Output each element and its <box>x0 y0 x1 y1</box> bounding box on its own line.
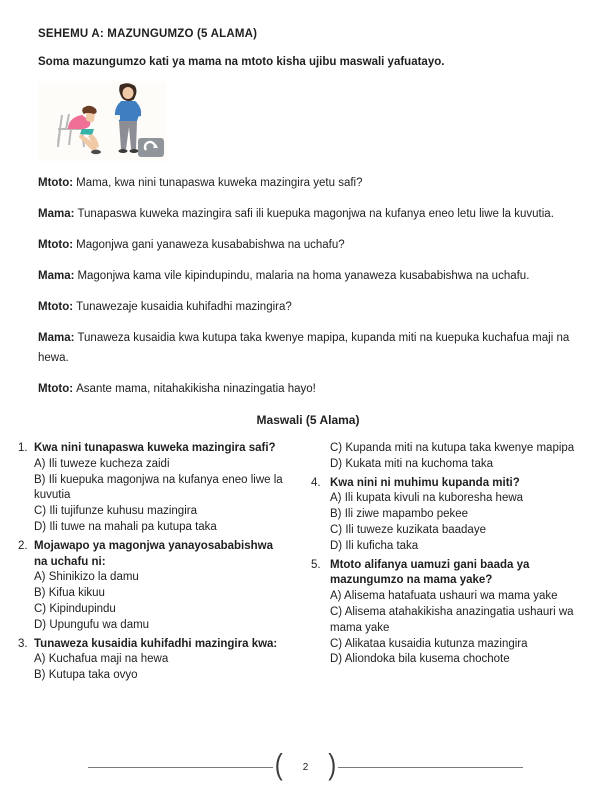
option-b: B) Ili kuepuka magonjwa na kufanya eneo liwe la kuvutia <box>34 473 283 502</box>
section-title: SEHEMU A: MAZUNGUMZO (5 ALAMA) <box>38 28 258 40</box>
footer-right-brace: ) <box>328 747 337 782</box>
question-number: 1. <box>18 442 28 454</box>
question-text: Mtoto alifanya uamuzi gani baada ya mazungumzo na mama yake? <box>330 558 530 587</box>
dialogue-text: Tunaweza kusaidia kwa kutupa taka kwenye mapipa, kupanda miti na kuepuka kuchafua maji na hewa. <box>38 332 570 364</box>
option-d: D) Upungufu wa damu <box>34 618 150 631</box>
question-1 <box>17 441 300 536</box>
questions-column-right <box>308 441 580 687</box>
questions-heading: Maswali (5 Alama) <box>256 413 360 427</box>
option-c: C) Ili tuweze kuzikata baadaye <box>330 523 486 536</box>
question-number-spacer <box>308 441 330 473</box>
question-5 <box>308 558 580 669</box>
dialogue-line <box>38 328 575 368</box>
page-content <box>18 28 578 687</box>
speaker-label: Mtoto: <box>38 239 74 251</box>
page-footer <box>88 747 523 782</box>
question-3-continued <box>308 441 580 473</box>
option-b: B) Kifua kikuu <box>34 587 105 600</box>
dialogue-section <box>38 173 578 399</box>
speaker-label: Mtoto: <box>38 177 74 189</box>
dialogue-line <box>38 297 575 317</box>
question-text: Kwa nini ni muhimu kupanda miti? <box>330 476 520 489</box>
option-a: A) Ili tuweze kucheza zaidi <box>34 457 170 470</box>
mother-and-child-illustration <box>38 81 167 161</box>
dialogue-line <box>38 204 575 224</box>
option-c: C) Kipindupindu <box>34 602 116 615</box>
speaker-label: Mama: <box>38 208 75 220</box>
question-number: 5. <box>311 558 321 571</box>
dialogue-text: Magonjwa gani yanaweza kusababishwa na uchafu? <box>76 239 345 251</box>
option-a: A) Ili kupata kivuli na kuboresha hewa <box>330 492 524 505</box>
page-number: 2 <box>302 761 309 773</box>
question-text: Kwa nini tunapaswa kuweka mazingira safi? <box>34 442 276 454</box>
speaker-label: Mama: <box>38 332 75 344</box>
instruction-text: Soma mazungumzo kati ya mama na mtoto kisha ujibu maswali yafuatayo. <box>38 56 445 68</box>
option-c2: C) Alikataa kusaidia kutunza mazingira <box>330 637 528 650</box>
dialogue-text: Tunawezaje kusaidia kuhifadhi mazingira? <box>76 301 292 313</box>
option-c1: C) Alisema atahakikisha anazingatia ushauri wa mama yake <box>330 605 574 634</box>
watermark-logo <box>138 138 164 157</box>
dialogue-line <box>38 235 575 255</box>
speaker-label: Mtoto: <box>38 383 74 395</box>
questions-column-left <box>17 441 300 687</box>
question-3 <box>17 637 300 684</box>
question-number: 2. <box>18 539 28 552</box>
question-number: 3. <box>18 637 28 650</box>
speaker-label: Mama: <box>38 270 75 282</box>
option-d: D) Ili tuwe na mahali pa kutupa taka <box>34 520 217 533</box>
dialogue-text: Mama, kwa nini tunapaswa kuweka mazingira yetu safi? <box>76 177 363 189</box>
question-text: Mojawapo ya magonjwa yanayosababishwa na uchafu ni: <box>34 539 274 568</box>
option-d: D) Kukata miti na kuchoma taka <box>330 457 493 470</box>
questions-grid <box>17 441 578 687</box>
option-c: C) Kupanda miti na kutupa taka kwenye mapipa <box>330 442 575 454</box>
dialogue-text: Magonjwa kama vile kipindupindu, malaria na homa yanaweza kusababishwa na uchafu. <box>77 270 530 282</box>
question-2 <box>17 539 300 634</box>
option-b: B) Ili ziwe mapambo pekee <box>330 508 469 521</box>
option-d: D) Ili kuficha taka <box>330 539 419 552</box>
dialogue-text: Tunapaswa kuweka mazingira safi ili kuepuka magonjwa na kufanya eneo letu liwe la kuvutia. <box>77 208 554 220</box>
dialogue-line <box>38 379 575 399</box>
footer-rule-left <box>88 767 273 768</box>
question-number: 4. <box>311 476 321 489</box>
option-b: B) Kutupa taka ovyo <box>34 669 138 682</box>
option-a: A) Shinikizo la damu <box>34 571 139 584</box>
dialogue-line <box>38 266 575 286</box>
dialogue-line <box>38 173 575 193</box>
option-c: C) Ili tujifunze kuhusu mazingira <box>34 505 197 518</box>
dialogue-text: Asante mama, nitahakikisha ninazingatia hayo! <box>76 383 316 395</box>
option-d: D) Aliondoka bila kusema chochote <box>330 653 510 666</box>
footer-rule-right <box>338 767 523 768</box>
question-4 <box>308 476 580 555</box>
option-a: A) Kuchafua maji na hewa <box>34 653 169 666</box>
question-text: Tunaweza kusaidia kuhifadhi mazingira kwa: <box>34 637 278 650</box>
option-a: A) Alisema hatafuata ushauri wa mama yake <box>330 590 558 603</box>
footer-left-brace: ( <box>274 747 283 782</box>
speaker-label: Mtoto: <box>38 301 74 313</box>
